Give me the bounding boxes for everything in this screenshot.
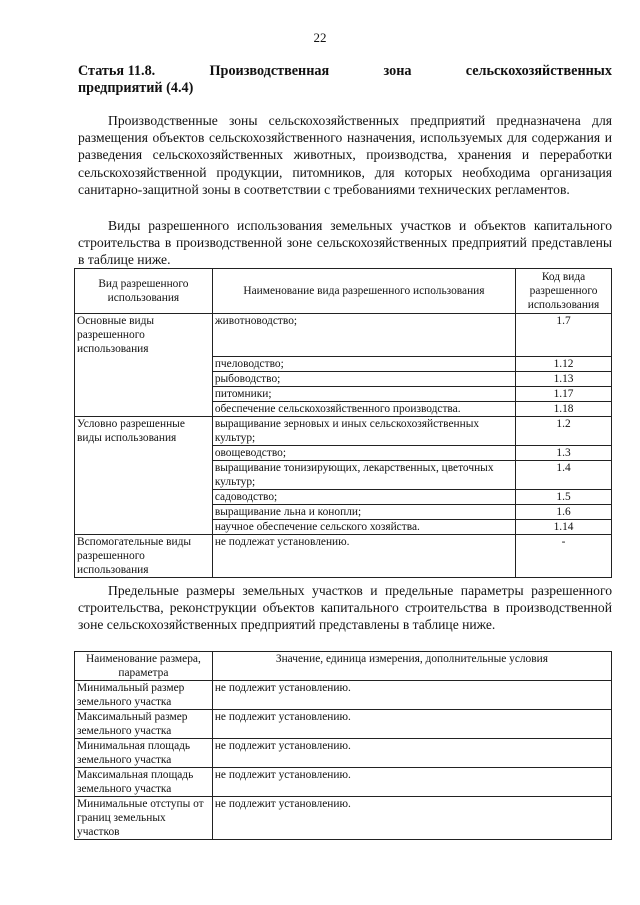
- use-name: выращивание зерновых и иных сельскохозяйственных культур;: [212, 416, 515, 445]
- use-name: пчеловодство;: [212, 356, 515, 371]
- use-name: выращивание тонизирующих, лекарственных, цветочных культур;: [212, 460, 515, 489]
- header-parameter: Наименование размера, параметра: [75, 652, 213, 681]
- use-name: обеспечение сельскохозяйственного производства.: [212, 401, 515, 416]
- paragraph-purpose: [78, 112, 612, 198]
- table-header-row: [75, 269, 612, 314]
- paragraph-uses-intro-text: Виды разрешенного использования земельных участков и объектов капитального строительства в производственной зоне сельскохозяйственных предприятий представлены в таблице ниже.: [78, 218, 612, 268]
- use-code: 1.7: [516, 314, 612, 357]
- parameter-value: не подлежит установлению.: [212, 797, 611, 840]
- use-code: 1.4: [516, 460, 612, 489]
- group-label-conditional: Условно разрешенные виды использования: [75, 416, 213, 445]
- table-row: [75, 739, 612, 768]
- heading-word-3: сельскохозяйственных: [465, 63, 612, 79]
- paragraph-uses-intro: [78, 217, 612, 269]
- table-header-row: [75, 652, 612, 681]
- use-code: 1.2: [516, 416, 612, 445]
- use-name: научное обеспечение сельского хозяйства.: [212, 519, 515, 534]
- use-code: 1.17: [516, 386, 612, 401]
- use-code: 1.12: [516, 356, 612, 371]
- heading-article-number: Статья 11.8.: [78, 63, 156, 79]
- header-use-code: Код вида разрешенного использования: [516, 269, 612, 314]
- paragraph-limits-intro: [78, 582, 612, 634]
- table-row: [75, 445, 612, 460]
- parameter-name: Минимальная площадь земельного участка: [75, 739, 213, 768]
- table-row: [75, 401, 612, 416]
- group-label-main: Основные виды разрешенного использования: [75, 314, 213, 357]
- header-use-type: Вид разрешенного использования: [75, 269, 213, 314]
- parameter-value: не подлежит установлению.: [212, 768, 611, 797]
- use-code: -: [516, 534, 612, 577]
- table-row: [75, 710, 612, 739]
- use-code: 1.18: [516, 401, 612, 416]
- table-row: [75, 416, 612, 445]
- parameter-name: Максимальный размер земельного участка: [75, 710, 213, 739]
- use-name: выращивание льна и конопли;: [212, 504, 515, 519]
- table-row: [75, 768, 612, 797]
- parameter-value: не подлежит установлению.: [212, 739, 611, 768]
- group-label-auxiliary: Вспомогательные виды разрешенного использования: [75, 534, 213, 577]
- page-number: 22: [313, 30, 327, 45]
- permitted-uses-table: [74, 268, 612, 578]
- use-code: 1.14: [516, 519, 612, 534]
- paragraph-limits-intro-text: Предельные размеры земельных участков и предельные параметры разрешенного строительства, реконструкции объектов капитального строительства в производственной зоне сельскохозяйственных предприятий представлены в таблице ниже.: [78, 583, 612, 633]
- use-name: не подлежат установлению.: [212, 534, 515, 577]
- use-name: садоводство;: [212, 489, 515, 504]
- use-name: овощеводство;: [212, 445, 515, 460]
- heading-word-1: Производственная: [209, 63, 330, 79]
- table-row: [75, 371, 612, 386]
- table-row: [75, 534, 612, 577]
- limit-parameters-table: [74, 651, 612, 840]
- parameter-value: не подлежит установлению.: [212, 710, 611, 739]
- use-code: 1.13: [516, 371, 612, 386]
- table-row: [75, 519, 612, 534]
- article-heading: [78, 63, 612, 97]
- table-row: [75, 314, 612, 357]
- table-row: [75, 386, 612, 401]
- parameter-name: Минимальный размер земельного участка: [75, 681, 213, 710]
- header-value: Значение, единица измерения, дополнительные условия: [212, 652, 611, 681]
- use-name: рыбоводство;: [212, 371, 515, 386]
- use-code: 1.5: [516, 489, 612, 504]
- table-row: [75, 504, 612, 519]
- use-name: питомники;: [212, 386, 515, 401]
- parameter-name: Максимальная площадь земельного участка: [75, 768, 213, 797]
- table-row: [75, 489, 612, 504]
- parameter-value: не подлежит установлению.: [212, 681, 611, 710]
- heading-line-2: предприятий (4.4): [78, 80, 194, 96]
- use-code: 1.3: [516, 445, 612, 460]
- table-row: [75, 460, 612, 489]
- header-use-name: Наименование вида разрешенного использования: [212, 269, 515, 314]
- paragraph-purpose-text: Производственные зоны сельскохозяйственных предприятий предназначена для размещения объектов сельскохозяйственного назначения, используемых для содержания и разведения сельскохозяйственных животных, производства, хранения и переработки сельскохозяйственной продукции, питомников, для которых необходима организация санитарно-защитной зоны в соответствии с требованиями технических регламентов.: [78, 113, 612, 197]
- heading-word-2: зона: [383, 63, 412, 79]
- table-row: [75, 356, 612, 371]
- parameter-name: Минимальные отступы от границ земельных участков: [75, 797, 213, 840]
- use-code: 1.6: [516, 504, 612, 519]
- use-name: животноводство;: [212, 314, 515, 357]
- table-row: [75, 681, 612, 710]
- table-row: [75, 797, 612, 840]
